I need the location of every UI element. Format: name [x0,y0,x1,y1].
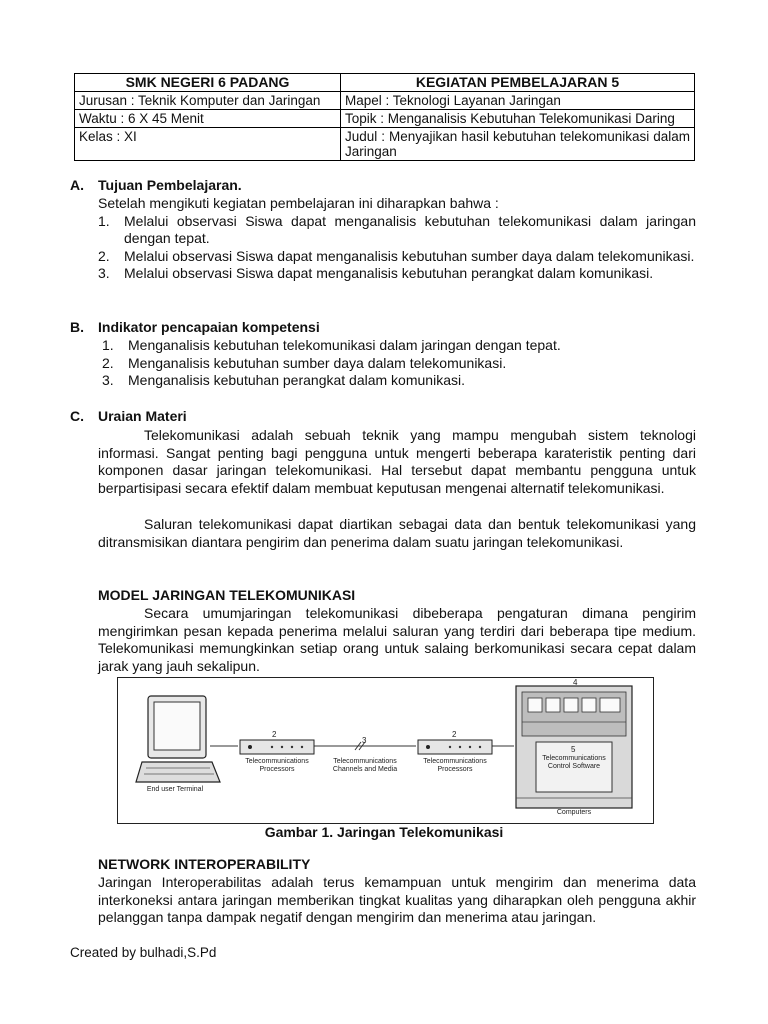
section-b-title: B. Indikator pencapaian kompetensi [70,319,320,335]
list-item: 1. Melalui observasi Siswa dapat menganalisis kebutuhan telekomunikasi dalam jaringan dengan tepat. [98,212,696,247]
list-item: 1. Menganalisis kebutuhan telekomunikasi dalam jaringan dengan tepat. [102,337,561,353]
kelas-cell: Kelas : XI [75,128,341,161]
list-item: 2. Melalui observasi Siswa dapat menganalisis kebutuhan sumber daya dalam telekomunikasi. [98,247,695,264]
header-table [74,73,695,161]
processor-icon [418,740,492,754]
footer-credit: Created by bulhadi,S.Pd [70,945,217,960]
processor-label: Telecommunications Processors [245,758,309,773]
section-c-title: C. Uraian Materi [70,408,187,424]
model-paragraph: Secara umumjaringan telekomunikasi dibeberapa pengaturan dimana pengirim mengirimkan pesan kepada penerima melalui saluran yang terdiri dari beberapa tipe medium. Telekomunikasi memungkinkan setiap orang untuk salaing berkomunikasi secara cepat dalam jarak yang jauh sekalipun. [98,605,696,674]
topik-cell: Topik : Menganalisis Kebutuhan Telekomunikasi Daring [341,110,695,128]
section-a-intro: Setelah mengikuti kegiatan pembelajaran ini diharapkan bahwa : [98,195,499,211]
control-software-label: Telecommunications Control Software [542,755,606,770]
channel-label: Telecommunications Channels and Media [332,758,398,773]
interop-heading: NETWORK INTEROPERABILITY [98,856,311,872]
interop-paragraph: Jaringan Interoperabilitas adalah terus kemampuan untuk mengirim dan menerima data interkoneksi antara jaringan memberikan tingkat kualitas yang diharapkan oleh pengguna akhir pelanggan tanpa dampak negatif dengan mengirim dan menerima atau jaringan. [98,874,696,926]
section-b-list [102,337,700,390]
section-a-title: A. Tujuan Pembelajaran. [70,177,242,193]
jurusan-cell: Jurusan : Teknik Komputer dan Jaringan [75,92,341,110]
terminal-icon [136,696,220,782]
school-name: SMK NEGERI 6 PADANG [75,74,341,92]
list-item: 3. Melalui observasi Siswa dapat menganalisis kebutuhan perangkat dalam komunikasi. [98,265,654,282]
waktu-cell: Waktu : 6 X 45 Menit [75,110,341,128]
processor-number: 2 [272,730,277,739]
list-item: 2. Menganalisis kebutuhan sumber daya dalam telekomunikasi. [102,354,507,371]
processor-icon [240,740,314,754]
computers-label: Computers [556,809,592,816]
section-a-list [98,213,696,283]
model-heading: MODEL JARINGAN TELEKOMUNIKASI [98,587,356,603]
processor-number: 2 [452,730,457,739]
terminal-label: End user Terminal [146,786,204,793]
section-c-para1: Telekomunikasi adalah sebuah teknik yang mampu mengubah sistem teknologi informasi. Sangat penting bagi pengguna untuk mengerti beberapa karateristik penting dari komponen dasar jaringan telekomunikasi. Hal tersebut dapat membantu pengguna untuk berpartisipasi secara efektif dalam membuat keputusan mengenai alternatif telekomunikasi. [98,427,696,496]
section-a-body [98,195,696,283]
judul-cell: Judul : Menyajikan hasil kebutuhan telekomunikasi dalam Jaringan [341,128,695,161]
list-item: 3. Menganalisis kebutuhan perangkat dalam komunikasi. [102,372,465,389]
section-b-body [102,337,700,390]
control-software-number: 5 [571,745,576,754]
channel-number: 3 [362,736,367,745]
computer-number: 4 [573,678,578,687]
section-c-para2: Saluran telekomunikasi dapat diartikan sebagai data dan bentuk telekomunikasi yang ditransmisikan diantara pengirim dan penerima dalam suatu jaringan telekomunikasi. [98,516,696,550]
network-diagram [117,677,654,824]
mapel-cell: Mapel : Teknologi Layanan Jaringan [341,92,695,110]
figure-caption: Gambar 1. Jaringan Telekomunikasi [264,824,504,840]
processor-label: Telecommunications Processors [423,758,487,773]
activity-title: KEGIATAN PEMBELAJARAN 5 [341,74,695,92]
